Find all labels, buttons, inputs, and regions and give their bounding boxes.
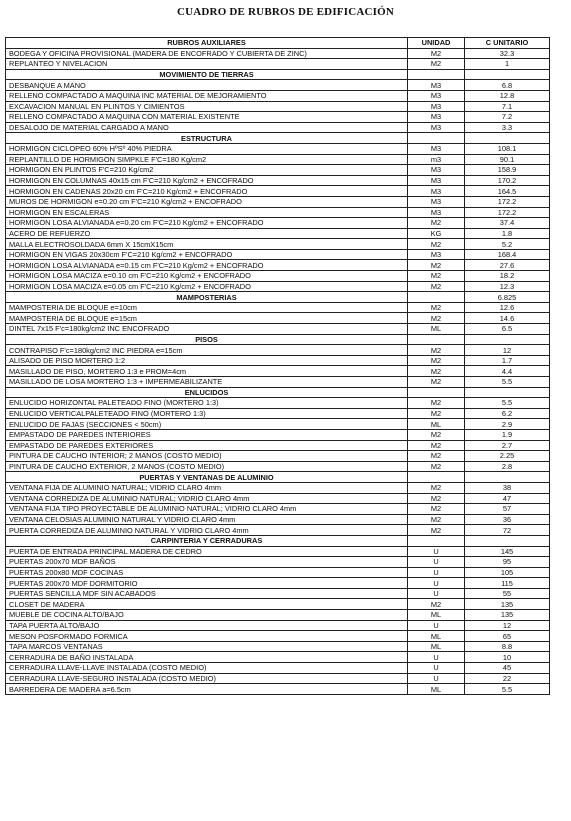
section-title: PISOS [6, 334, 408, 345]
section-price-cell [465, 535, 550, 546]
rubro-unit: M2 [408, 260, 465, 271]
table-row [6, 366, 550, 377]
table-row [6, 398, 550, 409]
rubro-description: EMPASTADO DE PAREDES EXTERIORES [6, 440, 408, 451]
table-row [6, 239, 550, 250]
section-unit-cell [408, 69, 465, 80]
rubro-unit: ML [408, 641, 465, 652]
table-body [6, 48, 550, 694]
rubro-unit: M2 [408, 302, 465, 313]
rubro-description: PUERTAS 200x70 MDF DORMITORIO [6, 578, 408, 589]
rubro-unit: M2 [408, 239, 465, 250]
rubro-description: MAMPOSTERIA DE BLOQUE e=10cm [6, 302, 408, 313]
section-price-cell [465, 334, 550, 345]
rubro-description: TAPA MARCOS VENTANAS [6, 641, 408, 652]
table-row [6, 218, 550, 229]
rubro-unit-cost: 45 [465, 663, 550, 674]
rubro-description: PINTURA DE CAUCHO EXTERIOR, 2 MANOS (COSTO MEDIO) [6, 461, 408, 472]
rubro-unit: U [408, 652, 465, 663]
rubro-unit-cost: 10 [465, 652, 550, 663]
rubro-unit: M2 [408, 377, 465, 388]
rubro-unit-cost: 4.4 [465, 366, 550, 377]
header-unidad: UNIDAD [408, 38, 465, 49]
rubro-unit: M3 [408, 90, 465, 101]
table-row [6, 143, 550, 154]
rubro-unit: M2 [408, 408, 465, 419]
section-unit-cell [408, 535, 465, 546]
rubro-description: HORMIGON EN VIGAS 20x30cm F'C=210 Kg/cm2 + ENCOFRADO [6, 249, 408, 260]
rubro-unit-cost: 145 [465, 546, 550, 557]
table-row [6, 567, 550, 578]
rubro-unit-cost: 2.25 [465, 451, 550, 462]
rubro-description: PUERTAS 200x70 MDF BAÑOS [6, 557, 408, 568]
rubro-unit: M3 [408, 112, 465, 123]
section-price-cell [465, 387, 550, 398]
rubro-description: BODEGA Y OFICINA PROVISIONAL (MADERA DE ENCOFRADO Y CUBIERTA DE ZINC) [6, 48, 408, 59]
rubro-unit-cost: 2.9 [465, 419, 550, 430]
rubro-unit: M2 [408, 493, 465, 504]
rubro-unit-cost: 6.2 [465, 408, 550, 419]
rubro-unit: U [408, 557, 465, 568]
rubro-unit: M2 [408, 482, 465, 493]
rubro-unit-cost: 1.9 [465, 429, 550, 440]
rubro-description: ACERO DE REFUERZO [6, 228, 408, 239]
rubro-unit: M3 [408, 80, 465, 91]
rubro-unit-cost: 2.7 [465, 440, 550, 451]
rubro-description: CERRADURA LLAVE-LLAVE INSTALADA (COSTO MEDIO) [6, 663, 408, 674]
rubro-unit-cost: 57 [465, 504, 550, 515]
rubro-unit: M2 [408, 366, 465, 377]
rubro-unit-cost: 5.2 [465, 239, 550, 250]
table-row [6, 684, 550, 695]
rubro-unit: ML [408, 684, 465, 695]
rubro-description: CERRADURA LLAVE-SEGURO INSTALADA (COSTO MEDIO) [6, 673, 408, 684]
table-row [6, 80, 550, 91]
rubro-unit-cost: 72 [465, 525, 550, 536]
table-row [6, 228, 550, 239]
rubro-description: EXCAVACION MANUAL EN PLINTOS Y CIMIENTOS [6, 101, 408, 112]
section-header-row [6, 387, 550, 398]
rubro-unit-cost: 135 [465, 599, 550, 610]
table-row [6, 557, 550, 568]
section-header-row [6, 69, 550, 80]
rubro-unit: U [408, 588, 465, 599]
table-row [6, 207, 550, 218]
rubro-unit-cost: 105 [465, 567, 550, 578]
rubro-unit: M2 [408, 461, 465, 472]
section-title: ENLUCIDOS [6, 387, 408, 398]
table-row [6, 429, 550, 440]
section-unit-cell [408, 133, 465, 144]
table-row [6, 281, 550, 292]
rubro-unit: U [408, 620, 465, 631]
rubro-description: HORMIGON CICLOPEO 60% HºSº 40% PIEDRA [6, 143, 408, 154]
rubro-unit: M2 [408, 451, 465, 462]
section-price-cell: 6.825 [465, 292, 550, 303]
rubro-unit-cost: 5.5 [465, 398, 550, 409]
section-price-cell [465, 69, 550, 80]
rubro-description: MESON POSFORMADO FORMICA [6, 631, 408, 642]
table-row [6, 59, 550, 70]
rubro-unit-cost: 2.8 [465, 461, 550, 472]
table-row [6, 652, 550, 663]
table-row [6, 196, 550, 207]
section-header-row [6, 535, 550, 546]
section-price-cell [465, 133, 550, 144]
section-title: PUERTAS Y VENTANAS DE ALUMINIO [6, 472, 408, 483]
rubro-description: HORMIGON LOSA MACIZA e=0.05 cm F'C=210 Kg/cm2 + ENCOFRADO [6, 281, 408, 292]
rubro-unit-cost: 5.5 [465, 377, 550, 388]
rubro-description: VENTANA CORREDIZA DE ALUMINIO NATURAL; VIDRIO CLARO 4mm [6, 493, 408, 504]
rubro-unit: U [408, 663, 465, 674]
rubro-description: PUERTA CORREDIZA DE ALUMINIO NATURAL Y VIDRIO CLARO 4mm [6, 525, 408, 536]
table-row [6, 271, 550, 282]
rubro-unit: M2 [408, 218, 465, 229]
table-row [6, 525, 550, 536]
rubro-unit-cost: 18.2 [465, 271, 550, 282]
table-row [6, 673, 550, 684]
rubro-unit: M2 [408, 599, 465, 610]
section-unit-cell [408, 387, 465, 398]
rubro-description: HORMIGON EN ESCALERAS [6, 207, 408, 218]
rubro-unit: ML [408, 419, 465, 430]
table-row [6, 48, 550, 59]
table-row [6, 504, 550, 515]
table-row [6, 451, 550, 462]
table-row [6, 377, 550, 388]
table-row [6, 154, 550, 165]
table-row [6, 546, 550, 557]
rubro-unit-cost: 7.1 [465, 101, 550, 112]
rubro-description: VENTANA FIJA DE ALUMINIO NATURAL; VIDRIO CLARO 4mm [6, 482, 408, 493]
rubro-unit: M3 [408, 186, 465, 197]
rubro-unit: KG [408, 228, 465, 239]
section-title: CARPINTERIA Y CERRADURAS [6, 535, 408, 546]
rubro-unit-cost: 6.5 [465, 324, 550, 335]
rubro-unit: M2 [408, 514, 465, 525]
rubro-unit-cost: 95 [465, 557, 550, 568]
rubro-unit-cost: 158.9 [465, 165, 550, 176]
rubros-table [5, 37, 550, 695]
rubro-unit: U [408, 673, 465, 684]
rubro-unit-cost: 12 [465, 345, 550, 356]
rubro-unit-cost: 65 [465, 631, 550, 642]
rubro-unit-cost: 38 [465, 482, 550, 493]
rubro-unit: M2 [408, 48, 465, 59]
table-row [6, 610, 550, 621]
section-title: MOVIMIENTO DE TIERRAS [6, 69, 408, 80]
rubro-unit-cost: 1.7 [465, 355, 550, 366]
header-c-unitario: C UNITARIO [465, 38, 550, 49]
rubro-unit: U [408, 567, 465, 578]
table-row [6, 260, 550, 271]
section-price-cell [465, 472, 550, 483]
table-row [6, 514, 550, 525]
rubro-unit-cost: 37.4 [465, 218, 550, 229]
table-header-row [6, 38, 550, 49]
table-row [6, 440, 550, 451]
rubro-description: VENTANA CELOSIAS ALUMINIO NATURAL Y VIDRIO CLARO 4mm [6, 514, 408, 525]
table-row [6, 641, 550, 652]
rubro-unit: M3 [408, 196, 465, 207]
rubro-unit-cost: 1.8 [465, 228, 550, 239]
table-row [6, 186, 550, 197]
rubro-unit: M2 [408, 59, 465, 70]
rubro-unit-cost: 172.2 [465, 196, 550, 207]
rubro-unit: M2 [408, 504, 465, 515]
table-row [6, 461, 550, 472]
rubro-description: MUROS DE HORMIGON e=0.20 cm F'C=210 Kg/cm2 + ENCOFRADO [6, 196, 408, 207]
table-row [6, 408, 550, 419]
rubro-description: PINTURA DE CAUCHO INTERIOR; 2 MANOS (COSTO MEDIO) [6, 451, 408, 462]
rubro-description: MAMPOSTERIA DE BLOQUE e=15cm [6, 313, 408, 324]
rubro-description: ENLUCIDO HORIZONTAL PALETEADO FINO (MORTERO 1:3) [6, 398, 408, 409]
rubro-unit: U [408, 578, 465, 589]
rubro-unit: M2 [408, 440, 465, 451]
rubro-description: PUERTAS 200x80 MDF COCINAS [6, 567, 408, 578]
rubro-description: CLOSET DE MADERA [6, 599, 408, 610]
rubro-unit-cost: 22 [465, 673, 550, 684]
rubro-unit-cost: 164.5 [465, 186, 550, 197]
rubro-unit-cost: 47 [465, 493, 550, 504]
rubro-description: ENLUCIDO VERTICALPALETEADO FINO (MORTERO 1:3) [6, 408, 408, 419]
section-header-row [6, 334, 550, 345]
table-row [6, 302, 550, 313]
rubro-description: DINTEL 7x15 F'c=180kg/cm2 INC ENCOFRADO [6, 324, 408, 335]
rubro-unit-cost: 36 [465, 514, 550, 525]
table-row [6, 663, 550, 674]
rubro-unit: M3 [408, 207, 465, 218]
rubro-description: TAPA PUERTA ALTO/BAJO [6, 620, 408, 631]
table-row [6, 345, 550, 356]
rubro-unit-cost: 12.8 [465, 90, 550, 101]
rubro-description: PUERTA DE ENTRADA PRINCIPAL MADERA DE CEDRO [6, 546, 408, 557]
rubro-unit: M2 [408, 345, 465, 356]
section-unit-cell [408, 334, 465, 345]
rubro-description: REPLANTEO Y NIVELACION [6, 59, 408, 70]
rubro-description: CERRADURA DE BAÑO INSTALADA [6, 652, 408, 663]
table-row [6, 419, 550, 430]
table-row [6, 324, 550, 335]
rubro-description: EMPASTADO DE PAREDES INTERIORES [6, 429, 408, 440]
section-title: ESTRUCTURA [6, 133, 408, 144]
section-header-row [6, 292, 550, 303]
table-row [6, 588, 550, 599]
rubro-unit: M2 [408, 429, 465, 440]
rubro-description: DESALOJO DE MATERIAL CARGADO A MANO [6, 122, 408, 133]
rubro-unit: M2 [408, 398, 465, 409]
rubro-unit-cost: 12.6 [465, 302, 550, 313]
rubro-unit: M2 [408, 281, 465, 292]
table-row [6, 175, 550, 186]
rubro-description: VENTANA FIJA TIPO PROYECTABLE DE ALUMINIO NATURAL; VIDRIO CLARO 4mm [6, 504, 408, 515]
rubro-unit: ML [408, 324, 465, 335]
section-unit-cell [408, 292, 465, 303]
rubro-description: HORMIGON EN CADENAS 20x20 cm F'C=210 Kg/cm2 + ENCOFRADO [6, 186, 408, 197]
table-row [6, 578, 550, 589]
table-row [6, 165, 550, 176]
table-row [6, 493, 550, 504]
rubro-description: REPLANTILLO DE HORMIGON SIMPKLE F'C=180 Kg/cm2 [6, 154, 408, 165]
table-row [6, 355, 550, 366]
rubro-description: ENLUCIDO DE FAJAS (SECCIONES < 50cm) [6, 419, 408, 430]
rubro-description: HORMIGON EN COLUMNAS 40x15 cm F'C=210 Kg/cm2 + ENCOFRADO [6, 175, 408, 186]
table-row [6, 90, 550, 101]
rubro-unit: M3 [408, 165, 465, 176]
rubro-unit-cost: 55 [465, 588, 550, 599]
rubro-unit: M3 [408, 175, 465, 186]
rubro-description: MASILLADO DE LOSA MORTERO 1:3 + IMPERMEABILIZANTE [6, 377, 408, 388]
rubro-unit-cost: 170.2 [465, 175, 550, 186]
rubro-unit-cost: 5.5 [465, 684, 550, 695]
table-row [6, 631, 550, 642]
rubro-unit-cost: 90.1 [465, 154, 550, 165]
rubro-unit-cost: 168.4 [465, 249, 550, 260]
rubro-unit-cost: 172.2 [465, 207, 550, 218]
rubro-unit-cost: 14.6 [465, 313, 550, 324]
header-rubros: RUBROS AUXILIARES [6, 38, 408, 49]
rubro-description: RELLENO COMPACTADO A MAQUINA CON MATERIAL EXISTENTE [6, 112, 408, 123]
rubro-description: MUEBLE DE COCINA ALTO/BAJO [6, 610, 408, 621]
rubro-unit: M2 [408, 525, 465, 536]
rubro-description: DESBANQUE A MANO [6, 80, 408, 91]
rubro-unit-cost: 135 [465, 610, 550, 621]
rubro-unit-cost: 12 [465, 620, 550, 631]
rubro-description: MASILLADO DE PISO, MORTERO 1:3 e PROM=4cm [6, 366, 408, 377]
rubro-unit: M3 [408, 122, 465, 133]
rubro-unit: U [408, 546, 465, 557]
rubro-description: HORMIGON LOSA ALVIANADA e=0.20 cm F'C=210 Kg/cm2 + ENCOFRADO [6, 218, 408, 229]
table-row [6, 101, 550, 112]
rubro-description: HORMIGON LOSA MACIZA e=0.10 cm F'C=210 Kg/cm2 + ENCOFRADO [6, 271, 408, 282]
rubro-description: ALISADO DE PISO MORTERO 1:2 [6, 355, 408, 366]
table-row [6, 313, 550, 324]
rubro-description: HORMIGON EN PLINTOS F'C=210 Kg/cm2 [6, 165, 408, 176]
rubro-unit-cost: 108.1 [465, 143, 550, 154]
rubro-description: BARREDERA DE MADERA a=6.5cm [6, 684, 408, 695]
document-title: CUADRO DE RUBROS DE EDIFICACIÓN [176, 6, 395, 18]
rubro-unit: M2 [408, 313, 465, 324]
rubro-unit: M3 [408, 143, 465, 154]
rubro-unit-cost: 12.3 [465, 281, 550, 292]
table-row [6, 599, 550, 610]
rubro-unit-cost: 27.6 [465, 260, 550, 271]
rubro-unit: M2 [408, 355, 465, 366]
rubro-unit-cost: 1 [465, 59, 550, 70]
rubro-description: PUERTAS SENCILLA MDF SIN ACABADOS [6, 588, 408, 599]
section-header-row [6, 472, 550, 483]
table-row [6, 112, 550, 123]
table-row [6, 620, 550, 631]
rubro-unit: M3 [408, 101, 465, 112]
table-row [6, 482, 550, 493]
table-row [6, 249, 550, 260]
rubro-unit-cost: 3.3 [465, 122, 550, 133]
rubro-unit-cost: 115 [465, 578, 550, 589]
table-row [6, 122, 550, 133]
rubro-unit: M3 [408, 249, 465, 260]
rubro-unit: ML [408, 631, 465, 642]
rubro-unit: ML [408, 610, 465, 621]
section-unit-cell [408, 472, 465, 483]
rubro-unit-cost: 7.2 [465, 112, 550, 123]
rubro-unit-cost: 32.3 [465, 48, 550, 59]
rubro-unit: m3 [408, 154, 465, 165]
rubro-unit: M2 [408, 271, 465, 282]
section-header-row [6, 133, 550, 144]
rubro-description: MALLA ELECTROSOLDADA 6mm X 15cmX15cm [6, 239, 408, 250]
rubro-unit-cost: 8.8 [465, 641, 550, 652]
section-title: MAMPOSTERIAS [6, 292, 408, 303]
rubro-description: HORMIGON LOSA ALVIANADA e=0.15 cm F'C=210 Kg/cm2 + ENCOFRADO [6, 260, 408, 271]
rubro-description: CONTRAPISO F'c=180kg/cm2 INC PIEDRA e=15cm [6, 345, 408, 356]
rubro-description: RELLENO COMPACTADO A MAQUINA INC MATERIAL DE MEJORAMIENTO [6, 90, 408, 101]
rubro-unit-cost: 6.8 [465, 80, 550, 91]
